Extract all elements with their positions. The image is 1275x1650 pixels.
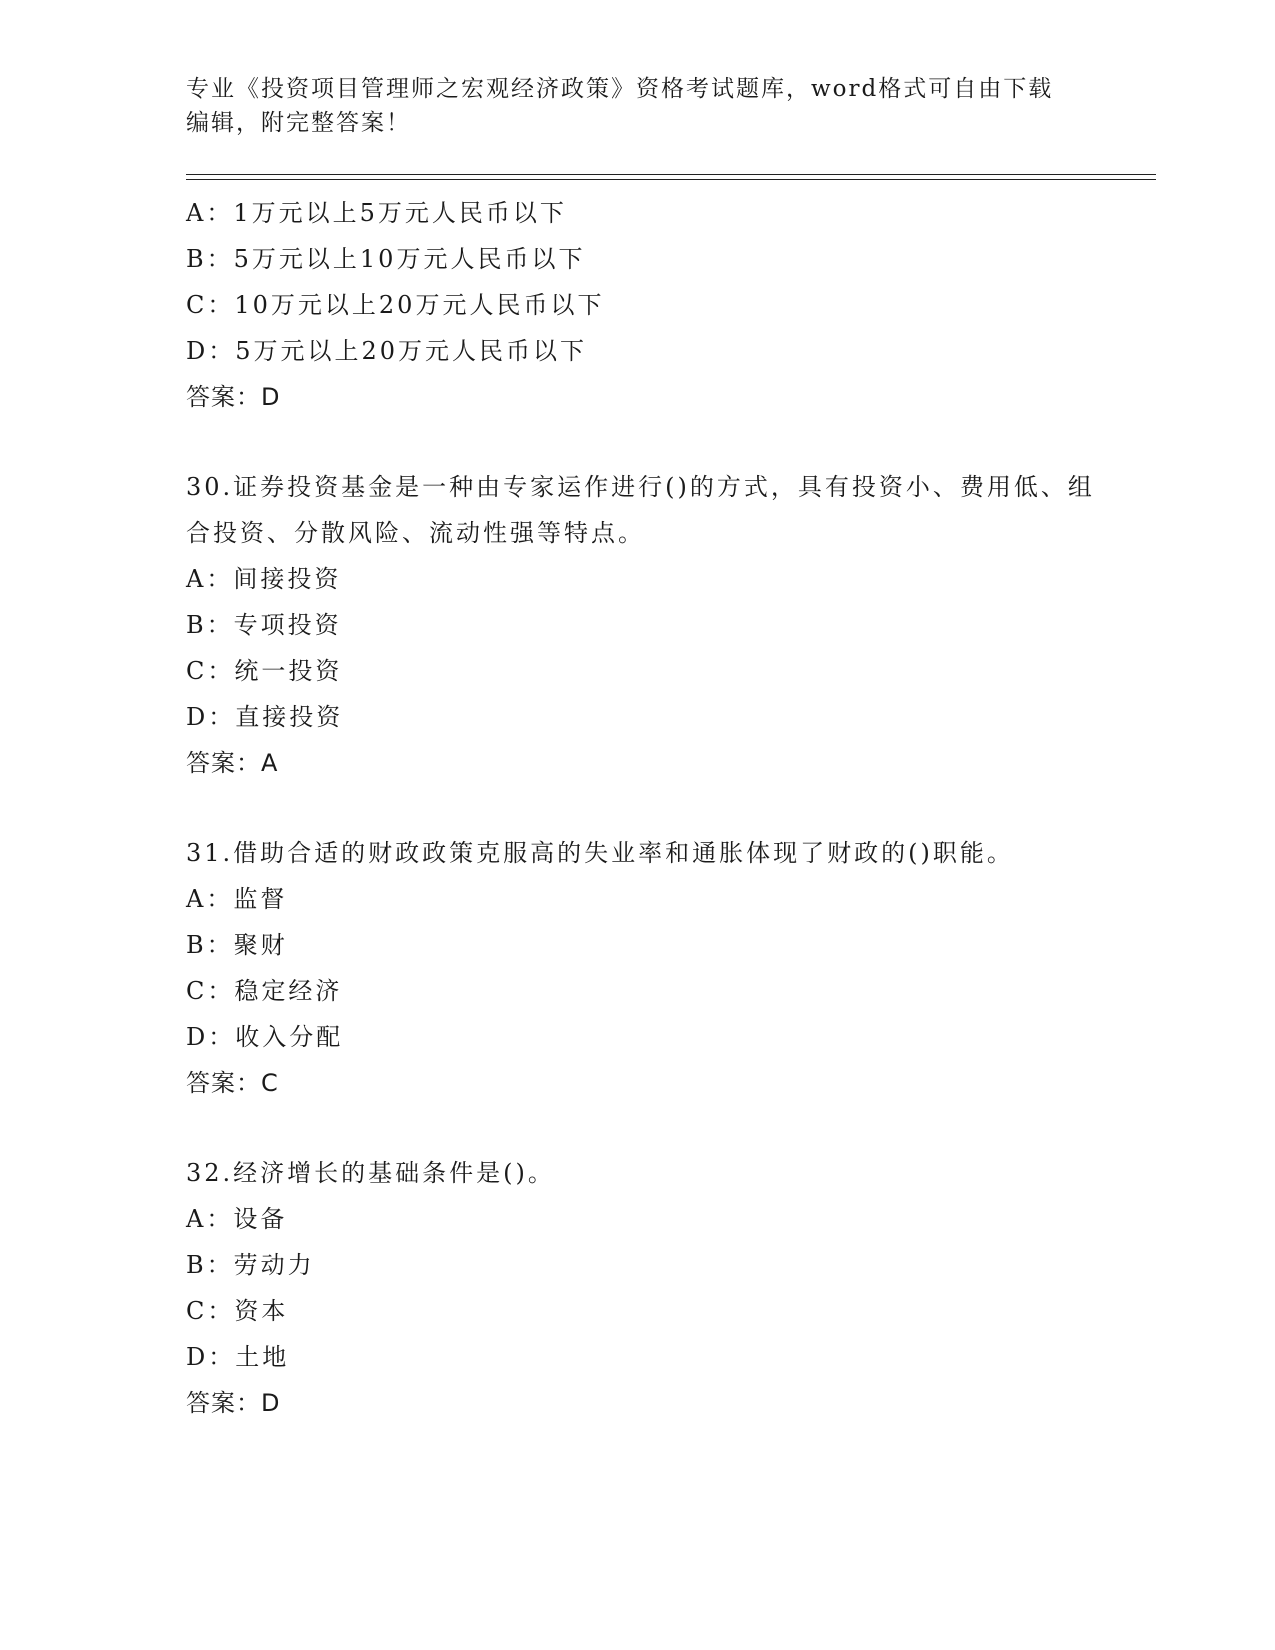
question-text: 32.经济增长的基础条件是()。: [186, 1159, 555, 1187]
question-text: 31.借助合适的财政政策克服高的失业率和通胀体现了财政的()职能。: [186, 839, 1014, 867]
option-c: C：10万元以上20万元人民币以下: [186, 291, 605, 319]
option-d: D：土地: [186, 1343, 290, 1371]
option-b: B：劳动力: [186, 1251, 315, 1279]
option-b: B：聚财: [186, 931, 288, 959]
option-a: A：设备: [186, 1205, 288, 1233]
option-b: B：5万元以上10万元人民币以下: [186, 245, 586, 273]
option-d: D：收入分配: [186, 1023, 344, 1051]
header-rule-bottom: [186, 179, 1156, 180]
answer-line: 答案：A: [186, 749, 279, 777]
question-block-31: [186, 830, 1106, 1106]
question-text: 30.证券投资基金是一种由专家运作进行()的方式，具有投资小、费用低、组合投资、分散风险、流动性强等特点。: [186, 473, 1095, 547]
option-d: D：5万元以上20万元人民币以下: [186, 337, 588, 365]
option-c: C：稳定经济: [186, 977, 343, 1005]
question-list: [186, 190, 1106, 1426]
answer-line: 答案：D: [186, 383, 281, 411]
answer-line: 答案：D: [186, 1389, 281, 1417]
option-c: C：统一投资: [186, 657, 343, 685]
answer-line: 答案：C: [186, 1069, 279, 1097]
option-b: B：专项投资: [186, 611, 342, 639]
option-a: A：1万元以上5万元人民币以下: [186, 199, 567, 227]
header-rule-top: [186, 174, 1156, 175]
option-a: A：监督: [186, 885, 288, 913]
question-block-32: [186, 1150, 1106, 1426]
document-header: 专业《投资项目管理师之宏观经济政策》资格考试题库，word格式可自由下载编辑，附完整答案！: [186, 76, 1054, 136]
option-a: A：间接投资: [186, 565, 342, 593]
question-block-30: [186, 464, 1106, 786]
option-d: D：直接投资: [186, 703, 344, 731]
option-c: C：资本: [186, 1297, 289, 1325]
question-block-partial: [186, 190, 1106, 420]
